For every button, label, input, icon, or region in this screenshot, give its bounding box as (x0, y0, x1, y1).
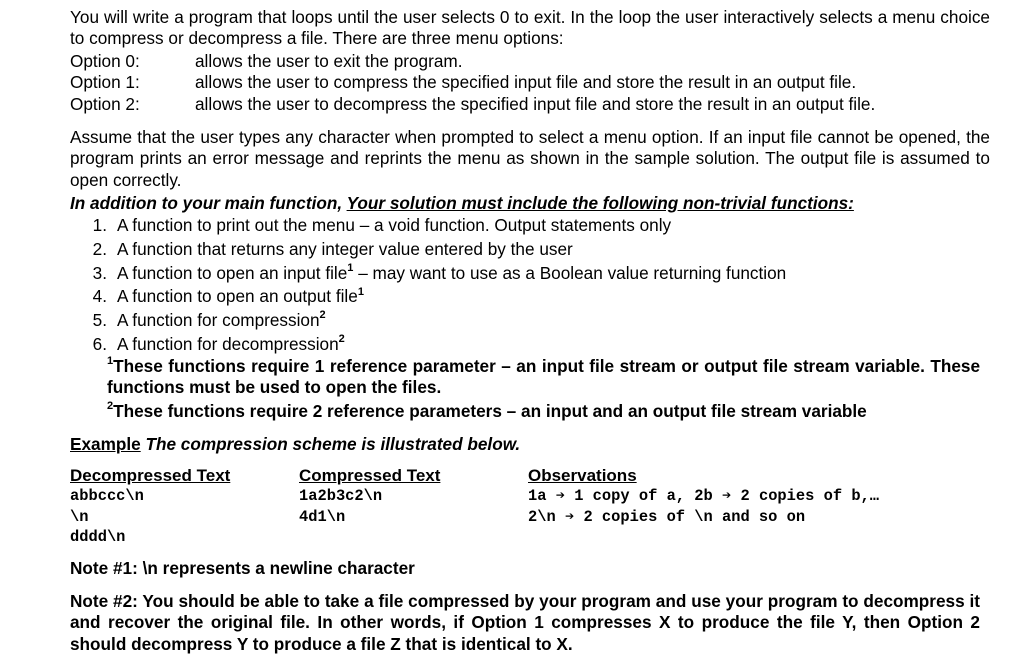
list-text: A function to open an input file (117, 262, 348, 283)
column-header: Observations (528, 466, 637, 485)
column-header: Decompressed Text (70, 466, 231, 485)
list-item (75, 334, 995, 358)
list-number: 3. (92, 262, 107, 283)
footnote-text: These functions require 1 reference parameter – an input file stream or output file stream variable. These functions must be used to open the files. (107, 356, 980, 398)
requirements-lead: In addition to your main function, (70, 193, 347, 213)
option-text: allows the user to decompress the specified input file and store the result in an output file. (195, 93, 876, 114)
list-item (75, 239, 995, 263)
intro-text: You will write a program that loops until the user selects 0 to exit. In the loop the user interactively selects a menu choice to compress or decompress a file. There are three menu options: (70, 7, 990, 49)
menu-options-list (70, 51, 990, 115)
footnote-ref: 1 (357, 285, 364, 298)
list-number: 2. (92, 238, 107, 259)
functions-list (75, 215, 995, 358)
observations-column (528, 466, 879, 527)
list-number: 1. (92, 215, 107, 235)
option-row-2 (70, 94, 990, 115)
option-label: Option 0: (70, 51, 140, 71)
list-number: 4. (92, 286, 107, 307)
decompressed-column (70, 466, 230, 548)
code-line: 1a2b3c2\n (299, 487, 383, 505)
list-item (75, 215, 995, 239)
list-number: 6. (92, 333, 107, 354)
intro-paragraph (70, 7, 990, 50)
option-row-0 (70, 51, 990, 72)
example-label: Example (70, 434, 141, 454)
footnote-ref: 1 (347, 261, 354, 274)
list-text: A function to open an output file (117, 286, 358, 307)
requirements-heading (70, 193, 990, 214)
note-1 (70, 558, 990, 579)
list-text: A function to print out the menu – a void function. Output statements only (117, 215, 672, 235)
note-text: Note #1: \n represents a newline character (70, 558, 415, 578)
code-line: 1a ➔ 1 copy of a, 2b ➔ 2 copies of b,… (528, 487, 880, 505)
code-line: 4d1\n (299, 507, 346, 526)
list-text: A function that returns any integer value entered by the user (117, 238, 573, 259)
example-table (70, 466, 970, 546)
footnote-1 (107, 356, 980, 399)
compressed-column (299, 466, 440, 527)
option-row-1 (70, 72, 990, 93)
list-text: A function for decompression (117, 333, 339, 354)
option-label: Option 2: (70, 93, 140, 114)
list-item (75, 310, 995, 334)
footnote-text: These functions require 2 reference parameters – an input and an output file stream variable (113, 401, 867, 421)
list-item (75, 263, 995, 287)
code-line: abbccc\n (70, 487, 144, 505)
footnote-mark: 2 (107, 400, 114, 413)
list-item (75, 286, 995, 310)
footnote-ref: 2 (338, 333, 345, 346)
code-line: \n (70, 507, 89, 526)
code-line: 2\n ➔ 2 copies of \n and so on (528, 507, 806, 526)
footnote-mark: 1 (107, 355, 114, 368)
option-text: allows the user to compress the specified input file and store the result in an output file. (195, 72, 857, 93)
note-text: Note #2: You should be able to take a file compressed by your program and use your program to decompress it and recover the original file. In other words, if Option 1 compresses X to produce the file Y, then Option 2 should decompress Y to produce a file Z that is identical to X. (70, 591, 980, 654)
option-text: allows the user to exit the program. (195, 51, 463, 71)
list-number: 5. (92, 310, 107, 331)
example-caption: The compression scheme is illustrated below. (140, 434, 521, 454)
footnote-2 (107, 401, 980, 422)
option-label: Option 1: (70, 72, 140, 93)
note-2 (70, 591, 980, 655)
requirements-emphasis: Your solution must include the following non-trivial functions: (346, 193, 854, 213)
list-text-after: – may want to use as a Boolean value returning function (353, 262, 787, 283)
assumptions-text: Assume that the user types any character when prompted to select a menu option. If an input file cannot be opened, the program prints an error message and reprints the menu as shown in the sample solution. The output file is assumed to open correctly. (70, 127, 990, 190)
example-heading (70, 434, 990, 455)
footnote-ref: 2 (319, 309, 326, 322)
code-line: dddd\n (70, 528, 126, 546)
list-text: A function for compression (117, 310, 320, 331)
assumptions-paragraph (70, 127, 990, 191)
column-header: Compressed Text (299, 466, 441, 485)
